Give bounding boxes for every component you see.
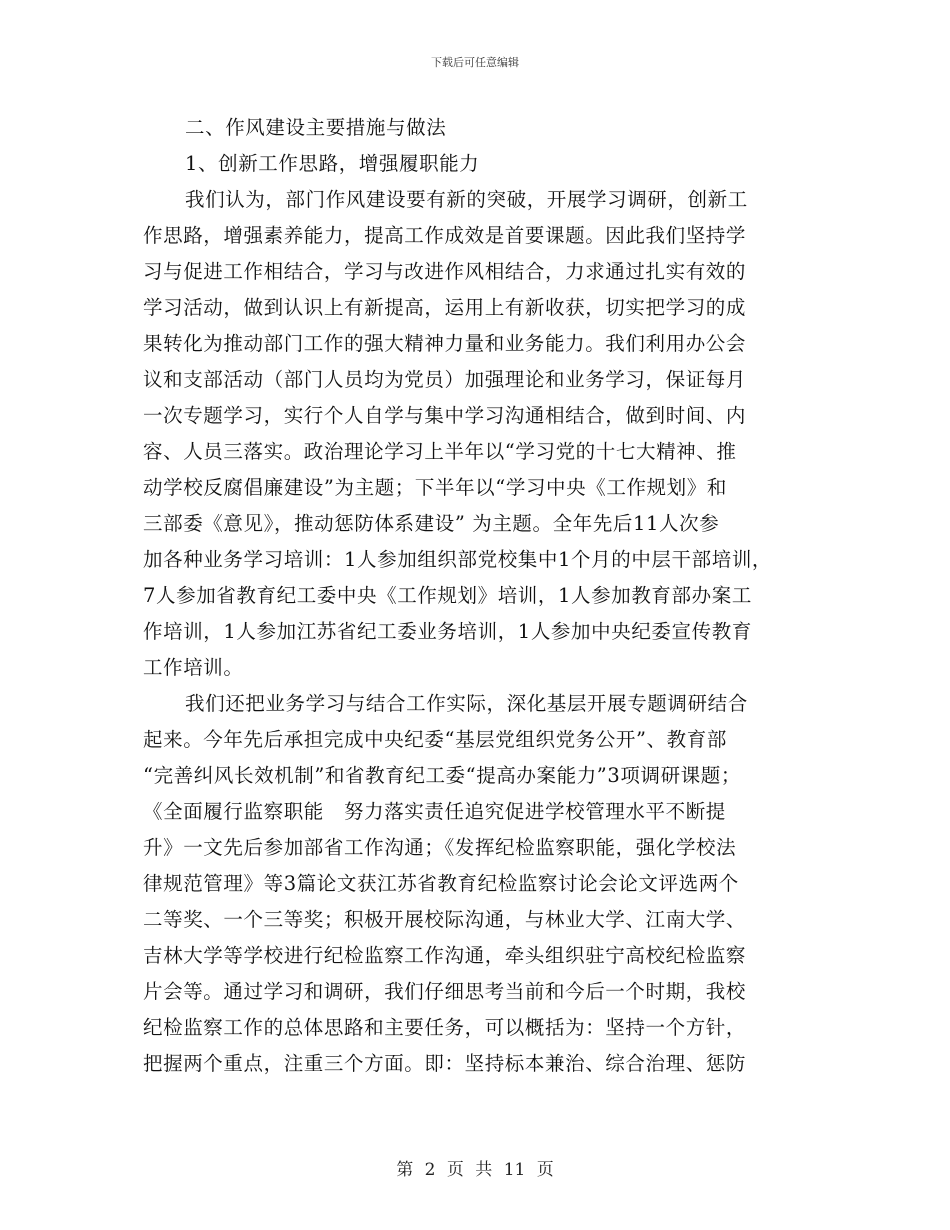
text-line: 吉林大学等学校进行纪检监察工作沟通，牵头组织驻宁高校纪检监察 xyxy=(143,944,747,967)
text-line: 果转化为推动部门工作的强大精神力量和业务能力。我们利用办公会 xyxy=(143,332,747,355)
text-line: 起来。今年先后承担完成中央纪委“基层党组织党务公开”、教育部 xyxy=(143,728,727,751)
text-line: 纪检监察工作的总体思路和主要任务，可以概括为：坚持一个方针， xyxy=(143,1016,747,1039)
text-line: “完善纠风长效机制”和省教育纪工委“提高办案能力”3项调研课题； xyxy=(143,764,741,787)
text-line: 律规范管理》等3篇论文获江苏省教育纪检监察讨论会论文评选两个 xyxy=(143,872,739,895)
text-line: 片会等。通过学习和调研，我们仔细思考当前和今后一个时期，我校 xyxy=(143,980,747,1003)
text-line: 三部委《意见》，推动惩防体系建设” 为主题。全年先后11人次参 xyxy=(143,512,720,535)
text-line: 我们还把业务学习与结合工作实际，深化基层开展专题调研结合 xyxy=(185,692,748,715)
text-line: 《全面履行监察职能 努力落实责任追究促进学校管理水平不断提 xyxy=(143,800,726,823)
text-line: 动学校反腐倡廉建设”为主题；下半年以“学习中央《工作规划》和 xyxy=(143,476,727,499)
page-footer: 第 2 页 共 11 页 xyxy=(396,1160,554,1180)
text-line: 作思路，增强素养能力，提高工作成效是首要课题。因此我们坚持学 xyxy=(143,224,747,247)
section-heading: 二、作风建设主要措施与做法 xyxy=(185,116,447,139)
text-line: 加各种业务学习培训：1人参加组织部党校集中1个月的中层干部培训， xyxy=(143,548,773,571)
text-line: 一次专题学习，实行个人自学与集中学习沟通相结合，做到时间、内 xyxy=(143,404,747,427)
text-line: 二等奖、一个三等奖；积极开展校际沟通，与林业大学、江南大学、 xyxy=(143,908,747,931)
text-line: 议和支部活动（部门人员均为党员）加强理论和业务学习，保证每月 xyxy=(143,368,747,391)
text-line: 学习活动，做到认识上有新提高，运用上有新收获，切实把学习的成 xyxy=(143,296,747,319)
text-line: 工作培训。 xyxy=(143,656,244,679)
text-line: 7人参加省教育纪工委中央《工作规划》培训，1人参加教育部办案工 xyxy=(143,584,752,607)
page-header: 下载后可任意编辑 xyxy=(431,56,519,69)
text-line: 我们认为，部门作风建设要有新的突破，开展学习调研，创新工 xyxy=(185,188,748,211)
text-line: 把握两个重点，注重三个方面。即：坚持标本兼治、综合治理、惩防 xyxy=(143,1052,747,1075)
text-line: 升》一文先后参加部省工作沟通；《发挥纪检监察职能，强化学校法 xyxy=(143,836,737,859)
text-line: 容、人员三落实。政治理论学习上半年以“学习党的十七大精神、推 xyxy=(143,440,737,463)
text-line: 作培训，1人参加江苏省纪工委业务培训，1人参加中央纪委宣传教育 xyxy=(143,620,752,643)
body-text xyxy=(143,110,823,1082)
section-heading: 1、创新工作思路，增强履职能力 xyxy=(185,152,480,175)
text-line: 习与促进工作相结合，学习与改进作风相结合，力求通过扎实有效的 xyxy=(143,260,747,283)
